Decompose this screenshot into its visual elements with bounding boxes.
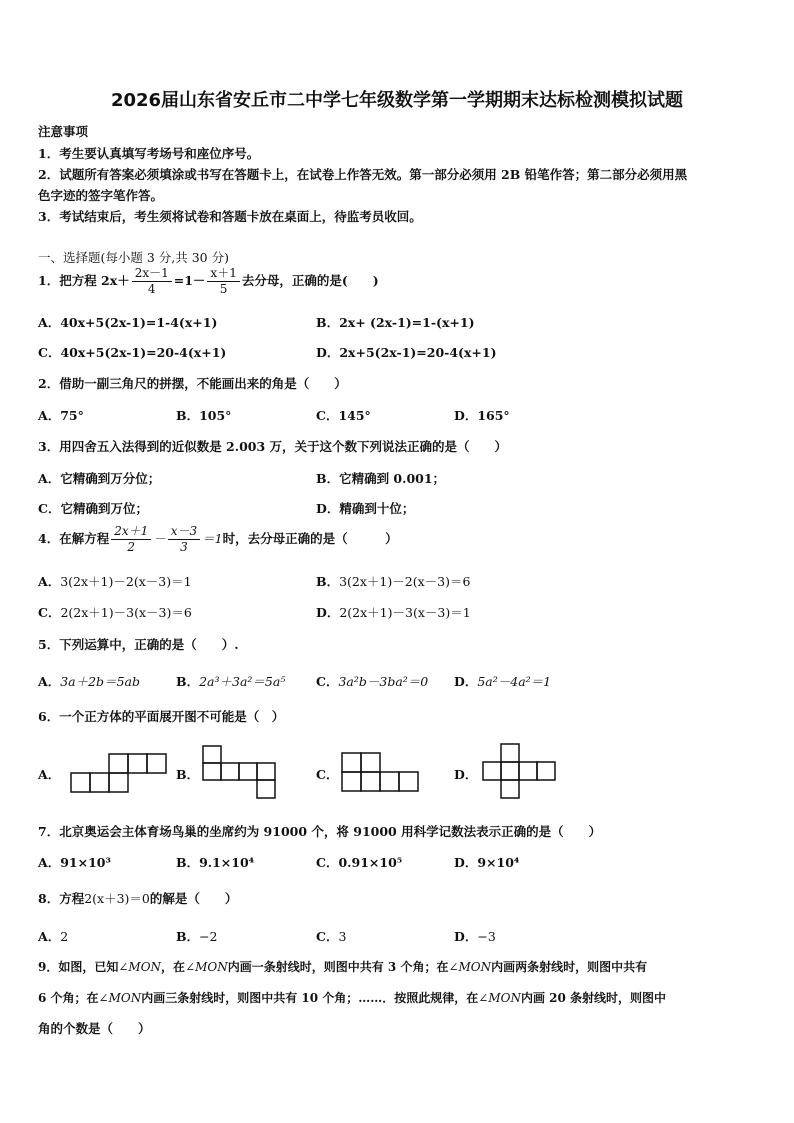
q5-option-d[interactable]: D．5a²－4a²＝1	[454, 674, 552, 689]
q1-option-a[interactable]: A．40x+5(2x-1)=1-4(x+1)	[38, 315, 218, 330]
question-4	[38, 524, 398, 555]
q3-option-d[interactable]: D．精确到十位；	[316, 501, 415, 516]
q6-option-c[interactable]: C．	[316, 767, 339, 782]
question-9-line-2: 6 个角；在∠MON内画三条射线时，则图中共有 10 个角；……．按照此规律，在∠MON内画 20 条射线时，则图中	[38, 991, 667, 1005]
q6-option-b[interactable]: B．	[176, 767, 200, 782]
notice-item-1: 1．考生要认真填写考场号和座位序号。	[38, 146, 260, 161]
question-6: 6．一个正方体的平面展开图不可能是（ ）	[38, 709, 285, 724]
q8-option-a[interactable]: A．2	[38, 929, 69, 944]
q4-option-a[interactable]: A．3(2x＋1)－2(x－3)＝1	[38, 574, 192, 589]
q4-option-d[interactable]: D．2(2x＋1)－3(x－3)＝1	[316, 605, 471, 620]
q5-option-c[interactable]: C．3a²b－3ba²＝0	[316, 674, 429, 689]
q2-option-c[interactable]: C．145°	[316, 408, 371, 423]
q1-option-d[interactable]: D．2x+5(2x-1)=20-4(x+1)	[316, 345, 497, 360]
q3-option-b[interactable]: B．它精确到 0.001；	[316, 471, 446, 486]
q6-option-d[interactable]: D．	[454, 767, 478, 782]
q1-option-c[interactable]: C．40x+5(2x-1)=20-4(x+1)	[38, 345, 227, 360]
q4-suffix: 时，去分母正确的是（ ）	[222, 531, 398, 546]
question-8: 8．方程2(x＋3)＝0的解是（ ）	[38, 891, 238, 906]
q2-option-a[interactable]: A．75°	[38, 408, 84, 423]
q1-prefix: 1．把方程 2x＋	[38, 273, 130, 288]
q4-fraction-1: $\frac{2x+1}{2}$	[111, 524, 151, 555]
notice-item-2-cont: 色字迹的签字笔作答。	[38, 188, 164, 203]
cube-net-c	[341, 751, 421, 793]
q4-option-b[interactable]: B．3(2x＋1)－2(x－3)＝6	[316, 574, 471, 589]
q2-option-b[interactable]: B．105°	[176, 408, 232, 423]
question-1	[38, 266, 379, 297]
cube-net-d	[481, 743, 559, 801]
q4-fraction-2: $\frac{x-3}{3}$	[168, 524, 200, 555]
q3-option-a[interactable]: A．它精确到万分位；	[38, 471, 161, 486]
q8-option-c[interactable]: C．3	[316, 929, 347, 944]
q1-mid: =1－	[173, 273, 206, 288]
q1-option-b[interactable]: B．2x+ (2x-1)=1-(x+1)	[316, 315, 475, 330]
q8-option-d[interactable]: D．−3	[454, 929, 496, 944]
q4-eq-rhs: ＝1	[202, 531, 223, 546]
q2-option-d[interactable]: D．165°	[454, 408, 510, 423]
q6-option-a[interactable]: A．	[38, 767, 61, 782]
question-5: 5．下列运算中，正确的是（ ）.	[38, 637, 239, 652]
q5-option-b[interactable]: B．2a³＋3a²＝5a⁵	[176, 674, 286, 689]
notice-heading: 注意事项	[38, 124, 89, 139]
q8-option-b[interactable]: B．−2	[176, 929, 218, 944]
q7-option-a[interactable]: A．91×10³	[38, 855, 111, 870]
notice-item-3: 3．考试结束后，考生须将试卷和答题卡放在桌面上，待监考员收回。	[38, 209, 422, 224]
question-7: 7．北京奥运会主体育场鸟巢的坐席约为 91000 个，将 91000 用科学记数法表示正确的是（ ）	[38, 824, 602, 839]
q4-option-c[interactable]: C．2(2x＋1)－3(x－3)＝6	[38, 605, 192, 620]
q1-suffix: 去分母，正确的是( )	[241, 273, 379, 288]
q4-minus: －	[153, 531, 166, 546]
q8-equation: 2(x＋3)＝0	[84, 891, 150, 906]
q7-option-b[interactable]: B．9.1×10⁴	[176, 855, 255, 870]
q1-fraction-1: $\frac{2x-1}{4}$	[132, 266, 172, 297]
question-9-line-1: 9．如图，已知∠MON，在∠MON内画一条射线时，则图中共有 3 个角；在∠MON内画两条射线时，则图中共有	[38, 960, 648, 974]
q7-option-c[interactable]: C．0.91×10⁵	[316, 855, 403, 870]
question-2: 2．借助一副三角尺的拼摆，不能画出来的角是（ ）	[38, 376, 347, 391]
notice-item-2: 2．试题所有答案必须填涂或书写在答题卡上，在试卷上作答无效。第一部分必须用 2B 铅笔作答；第二部分必须用黑	[38, 167, 688, 182]
q3-option-c[interactable]: C．它精确到万位；	[38, 501, 148, 516]
q4-prefix: 4．在解方程	[38, 531, 110, 546]
cube-net-b	[202, 744, 278, 800]
cube-net-a	[70, 752, 168, 794]
question-9-line-3: 角的个数是（ ）	[38, 1021, 151, 1036]
q1-fraction-2: $\frac{x+1}{5}$	[207, 266, 239, 297]
section-heading: 一、选择题(每小题 3 分,共 30 分)	[38, 250, 229, 265]
q7-option-d[interactable]: D．9×10⁴	[454, 855, 520, 870]
q5-option-a[interactable]: A．3a＋2b＝5ab	[38, 674, 140, 689]
question-3: 3．用四舍五入法得到的近似数是 2.003 万，关于这个数下列说法正确的是（ ）	[38, 439, 508, 454]
page-title: 2026届山东省安丘市二中学七年级数学第一学期期末达标检测模拟试题	[110, 90, 684, 111]
